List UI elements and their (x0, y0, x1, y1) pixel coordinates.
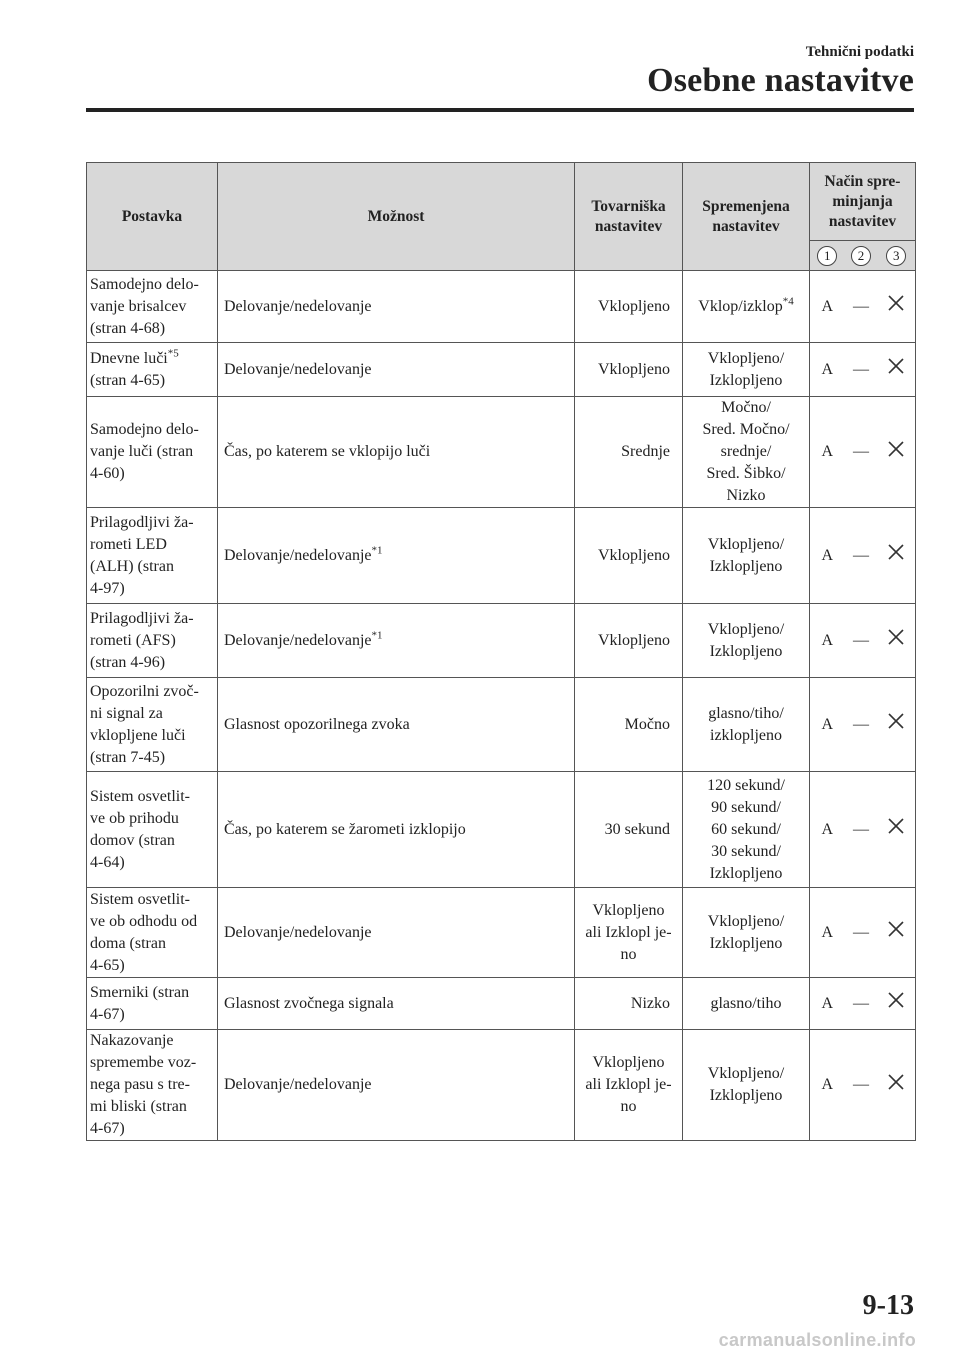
cell-line: Čas, po katerem se žarometi izklopijo (224, 820, 466, 838)
cell-line: Vklop/izklop (698, 297, 783, 315)
cell-setting (87, 271, 218, 343)
cell-line: Sistem osvetlit- (90, 787, 190, 805)
cell-method-3 (878, 978, 916, 1030)
cell-setting (87, 508, 218, 604)
cell-factory (575, 1030, 683, 1141)
cell-line: Prilagodljivi ža- (90, 513, 194, 531)
x-icon (887, 440, 905, 458)
cell-line: izklopljeno (710, 726, 782, 744)
cell-method-3 (878, 343, 916, 397)
cell-factory (575, 772, 683, 888)
table-row (87, 1030, 916, 1141)
cell-method-1: A (810, 772, 845, 888)
cell-line: Sred. Močno/ (702, 421, 790, 438)
cell-option (218, 1030, 575, 1141)
cell-line: nega pasu s tre- (90, 1076, 190, 1093)
cell-line: Vklopljeno (592, 901, 665, 919)
x-icon (887, 294, 905, 312)
cell-option (218, 397, 575, 508)
x-icon (887, 920, 905, 938)
cell-line: 30 sekund/ (711, 842, 781, 860)
cell-line: Vklopljeno/ (707, 1065, 785, 1082)
table-row (87, 604, 916, 678)
cell-line: Nizko (726, 487, 766, 504)
cell-method-3 (878, 1030, 916, 1141)
cell-option (218, 604, 575, 678)
cell-line: doma (stran (90, 934, 166, 952)
table-row (87, 772, 916, 888)
cell-line: Delovanje/nedelovanje (224, 297, 372, 315)
cell-line: Smerniki (stran (90, 983, 190, 1001)
x-icon (887, 543, 905, 561)
settings-table (86, 162, 916, 1141)
cell-line: (stran 7-45) (90, 748, 166, 766)
cell-line: Delovanje/nedelovanje (224, 360, 372, 378)
cell-setting (87, 604, 218, 678)
cell-method-2: — (845, 604, 878, 678)
cell-line: Močno/ (721, 399, 771, 416)
cell-method-3 (878, 888, 916, 978)
x-icon (887, 1073, 905, 1091)
cell-setting (87, 678, 218, 772)
cell-method-3 (878, 772, 916, 888)
cell-changed (683, 397, 810, 508)
cell-line: Nizko (630, 994, 670, 1012)
cell-option (218, 343, 575, 397)
col-header-factory: Tovarniška nastavitev (575, 163, 683, 271)
cell-setting (87, 1030, 218, 1141)
x-icon (887, 628, 905, 646)
col-header-setting: Postavka (87, 163, 218, 271)
cell-factory (575, 397, 683, 508)
cell-method-1: A (810, 1030, 845, 1141)
cell-line: Vklopljeno (598, 297, 670, 315)
cell-line: Vklopljeno/ (707, 912, 785, 930)
table-row (87, 343, 916, 397)
cell-line: Delovanje/nedelovanje (224, 546, 372, 564)
cell-line: rometi (AFS) (90, 631, 176, 649)
cell-factory (575, 678, 683, 772)
cell-line: Močno (624, 715, 670, 733)
cell-line: no (620, 945, 637, 963)
method-2-header (845, 241, 878, 271)
cell-method-1: A (810, 397, 845, 508)
cell-line: no (620, 1098, 637, 1115)
section-title: Tehnični podatki (805, 44, 914, 60)
footnote-marker: *5 (167, 347, 179, 360)
cell-method-3 (878, 604, 916, 678)
cell-line: 4-60) (90, 465, 125, 482)
cell-line: ali Izklopl je- (585, 923, 672, 941)
cell-method-2: — (845, 343, 878, 397)
footnote-marker: *4 (782, 295, 794, 308)
cell-setting (87, 888, 218, 978)
table-row (87, 978, 916, 1030)
cell-line: Dnevne luči (90, 349, 168, 367)
cell-line: Delovanje/nedelovanje (224, 923, 372, 941)
table-row (87, 508, 916, 604)
x-icon (887, 817, 905, 835)
cell-changed (683, 604, 810, 678)
cell-changed (683, 271, 810, 343)
cell-line: mi bliski (stran (90, 1098, 187, 1115)
circled-number-3: 3 (886, 246, 906, 266)
cell-line: 60 sekund/ (711, 820, 781, 838)
cell-factory (575, 343, 683, 397)
cell-line: Izklopljeno (709, 864, 783, 882)
cell-line: Samodejno delo- (90, 275, 199, 293)
cell-line: Glasnost zvočnega signala (224, 994, 394, 1012)
cell-line: 4-97) (90, 579, 125, 597)
watermark: carmanualsonline.info (718, 1330, 916, 1350)
cell-line: vanje luči (stran (90, 443, 194, 460)
cell-method-1: A (810, 604, 845, 678)
cell-method-2: — (845, 508, 878, 604)
cell-line: 90 sekund/ (711, 798, 781, 816)
cell-method-2: — (845, 271, 878, 343)
method-3-header (878, 241, 916, 271)
cell-line: Vklopljeno/ (707, 620, 785, 638)
cell-line: Delovanje/nedelovanje (224, 631, 372, 649)
cell-option (218, 772, 575, 888)
cell-line: Izklopljeno (709, 642, 783, 660)
cell-setting (87, 978, 218, 1030)
cell-line: Nakazovanje (90, 1032, 174, 1049)
x-icon (887, 712, 905, 730)
cell-method-3 (878, 678, 916, 772)
cell-line: 4-65) (90, 956, 125, 974)
header-rule (86, 108, 914, 112)
cell-line: Delovanje/nedelovanje (224, 1076, 372, 1093)
cell-line: glasno/tiho/ (708, 704, 784, 722)
page-title: Osebne nastavitve (647, 62, 914, 99)
cell-setting (87, 772, 218, 888)
table-body (87, 271, 916, 1141)
cell-method-2: — (845, 978, 878, 1030)
cell-line: Sred. Šibko/ (706, 465, 786, 482)
cell-line: (stran 4-65) (90, 371, 166, 389)
method-1-header (810, 241, 845, 271)
cell-line: spremembe voz- (90, 1054, 197, 1071)
cell-method-2: — (845, 888, 878, 978)
cell-line: Opozorilni zvoč- (90, 682, 199, 700)
cell-method-1: A (810, 678, 845, 772)
cell-option (218, 678, 575, 772)
cell-method-1: A (810, 343, 845, 397)
cell-line: Vklopljeno/ (707, 535, 785, 553)
col-header-method: Način spre- minjanja nastavitev (810, 163, 916, 241)
cell-line: ve ob prihodu (90, 809, 179, 827)
cell-line: Izklopljeno (709, 934, 783, 952)
cell-changed (683, 1030, 810, 1141)
cell-line: Srednje (621, 443, 670, 460)
cell-method-2: — (845, 678, 878, 772)
cell-line: (ALH) (stran (90, 557, 174, 575)
table-row (87, 271, 916, 343)
cell-method-1: A (810, 508, 845, 604)
cell-line: Vklopljeno (592, 1054, 665, 1071)
cell-line: 120 sekund/ (707, 776, 785, 794)
cell-option (218, 888, 575, 978)
cell-line: domov (stran (90, 831, 175, 849)
cell-factory (575, 271, 683, 343)
cell-line: srednje/ (720, 443, 772, 460)
cell-line: Samodejno delo- (90, 421, 199, 438)
cell-changed (683, 772, 810, 888)
cell-method-1: A (810, 978, 845, 1030)
cell-method-3 (878, 508, 916, 604)
table-row (87, 397, 916, 508)
cell-method-3 (878, 397, 916, 508)
cell-line: Čas, po katerem se vklopijo luči (224, 443, 431, 460)
x-icon (887, 357, 905, 375)
cell-factory (575, 888, 683, 978)
cell-line: Vklopljeno (598, 546, 670, 564)
cell-line: ni signal za (90, 704, 163, 722)
cell-method-2: — (845, 1030, 878, 1141)
cell-factory (575, 604, 683, 678)
cell-line: Vklopljeno/ (707, 349, 785, 367)
cell-method-2: — (845, 397, 878, 508)
cell-method-1: A (810, 271, 845, 343)
cell-line: rometi LED (90, 535, 167, 553)
cell-line: 4-64) (90, 853, 125, 871)
page-number: 9-13 (862, 1290, 914, 1321)
col-header-option: Možnost (218, 163, 575, 271)
circled-number-1: 1 (817, 246, 837, 266)
cell-line: vklopljene luči (90, 726, 186, 744)
cell-line: 30 sekund (604, 820, 670, 838)
cell-line: Izklopljeno (709, 557, 783, 575)
cell-option (218, 271, 575, 343)
cell-line: vanje brisalcev (90, 297, 187, 315)
cell-line: Izklopljeno (709, 371, 783, 389)
cell-option (218, 978, 575, 1030)
cell-changed (683, 888, 810, 978)
col-header-changed: Spremenjena nastavitev (683, 163, 810, 271)
cell-method-1: A (810, 888, 845, 978)
cell-changed (683, 343, 810, 397)
circled-number-2: 2 (851, 246, 871, 266)
cell-line: 4-67) (90, 1005, 125, 1023)
cell-line: ve ob odhodu od (90, 912, 198, 930)
cell-line: Izklopljeno (709, 1087, 783, 1104)
cell-line: Vklopljeno (598, 631, 670, 649)
cell-line: Vklopljeno (598, 360, 670, 378)
x-icon (887, 991, 905, 1009)
cell-changed (683, 678, 810, 772)
cell-changed (683, 978, 810, 1030)
cell-setting (87, 343, 218, 397)
cell-factory (575, 508, 683, 604)
cell-method-3 (878, 271, 916, 343)
cell-line: Glasnost opozorilnega zvoka (224, 715, 410, 733)
cell-line: ali Izklopl je- (585, 1076, 672, 1093)
footnote-marker: *1 (371, 629, 383, 642)
cell-line: 4-67) (90, 1120, 125, 1137)
cell-setting (87, 397, 218, 508)
cell-line: Sistem osvetlit- (90, 890, 190, 908)
cell-changed (683, 508, 810, 604)
cell-option (218, 508, 575, 604)
table-row (87, 678, 916, 772)
table-row (87, 888, 916, 978)
cell-line: (stran 4-68) (90, 319, 166, 337)
cell-method-2: — (845, 772, 878, 888)
cell-factory (575, 978, 683, 1030)
cell-line: (stran 4-96) (90, 653, 166, 671)
cell-line: Prilagodljivi ža- (90, 609, 194, 627)
footnote-marker: *1 (371, 544, 383, 557)
cell-line: glasno/tiho (710, 994, 782, 1012)
